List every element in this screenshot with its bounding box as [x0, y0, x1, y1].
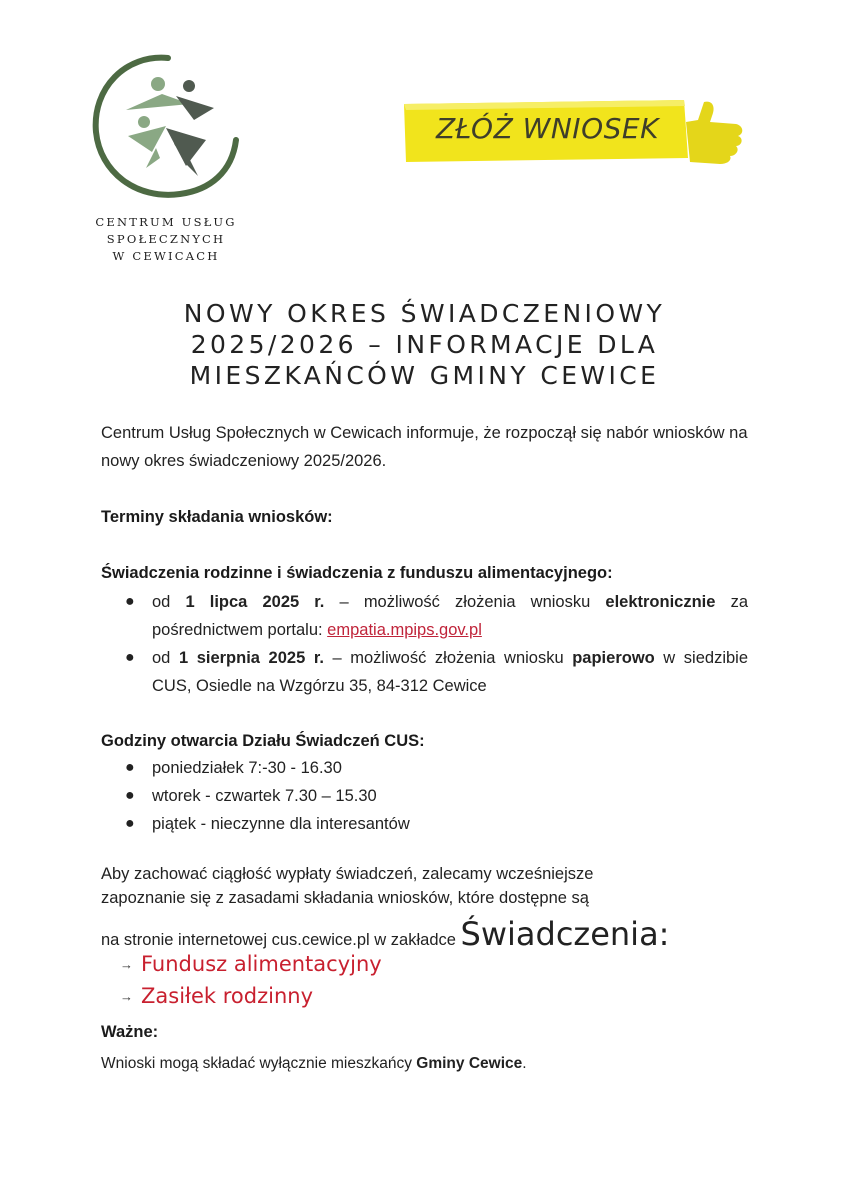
title-line: 2025/2026 – INFORMACJE DLA — [190, 330, 659, 359]
benefits-tab-label: Świadczenia: — [460, 915, 670, 953]
bullet-icon: ● — [125, 593, 135, 610]
important-heading: Ważne: — [101, 1023, 159, 1041]
term-date: 1 lipca 2025 r. — [185, 593, 325, 611]
bullet-icon: ● — [125, 815, 135, 832]
important-note — [101, 1050, 527, 1078]
continuity-paragraph — [101, 862, 593, 910]
bullet-icon: ● — [125, 649, 135, 666]
hours-heading: Godziny otwarcia Działu Świadczeń CUS: — [101, 732, 425, 750]
terms-list — [100, 588, 748, 700]
title-line: NOWY OKRES ŚWIADCZENIOWY — [183, 299, 666, 328]
term-text: – możliwość złożenia wniosku — [323, 649, 573, 667]
intro-paragraph: Centrum Usług Społecznych w Cewicach informuje, że rozpoczął się nabór wniosków na nowy okres świadczeniowy 2025/2026. — [101, 424, 748, 470]
title-line: MIESZKAŃCÓW GMINY CEWICE — [189, 361, 660, 390]
list-item — [100, 588, 748, 644]
list-item — [100, 754, 410, 782]
continuity-line: Aby zachować ciągłość wypłaty świadczeń, zalecamy wcześniejsze — [101, 865, 594, 883]
arrow-right-icon: → — [120, 988, 133, 1004]
term-prefix: od — [152, 649, 179, 667]
list-item — [100, 810, 410, 838]
thumbs-up-icon — [686, 102, 742, 164]
term-text: w siedzibie CUS, Osiedle na Wzgórzu 35, 84-312 Cewice — [152, 649, 749, 695]
website-text: na stronie internetowej cus.cewice.pl w zakładce — [101, 931, 461, 949]
tab-item-label: Fundusz alimentacyjny — [141, 952, 382, 976]
org-name-line: SPOŁECZNYCH — [106, 232, 226, 246]
hours-text: wtorek - czwartek 7.30 – 15.30 — [152, 787, 377, 805]
term-mode: elektronicznie — [605, 593, 716, 611]
portal-link[interactable]: empatia.mpips.gov.pl — [327, 621, 482, 639]
apply-button-label: ZŁÓŻ WNIOSEK — [436, 112, 659, 145]
note-bold: Gminy Cewice — [416, 1055, 523, 1072]
hours-list — [100, 754, 410, 838]
term-mode: papierowo — [572, 649, 655, 667]
organization-logo — [86, 48, 246, 268]
page-title — [60, 298, 789, 391]
benefits-tab-list — [120, 952, 382, 1016]
note-text: . — [522, 1055, 527, 1072]
term-text: – możliwość złożenia wniosku — [324, 593, 606, 611]
benefits-heading: Świadczenia rodzinne i świadczenia z funduszu alimentacyjnego: — [101, 564, 613, 582]
hours-text: poniedziałek 7:-30 - 16.30 — [152, 759, 342, 777]
term-prefix: od — [152, 593, 186, 611]
apply-button[interactable] — [398, 96, 746, 166]
hours-text: piątek - nieczynne dla interesantów — [152, 815, 410, 833]
tab-item-label: Zasiłek rodzinny — [141, 984, 314, 1008]
term-date: 1 sierpnia 2025 r. — [178, 649, 324, 667]
list-item[interactable] — [120, 952, 382, 984]
arrow-right-icon: → — [120, 956, 133, 972]
org-name-line: W CEWICACH — [112, 249, 220, 263]
list-item — [100, 782, 410, 810]
list-item[interactable] — [120, 984, 382, 1016]
term-text: za pośrednictwem portalu: — [152, 593, 748, 639]
bullet-icon: ● — [125, 787, 135, 804]
terms-heading: Terminy składania wniosków: — [101, 508, 333, 526]
continuity-line: zapoznanie się z zasadami składania wniosków, które dostępne są — [101, 889, 589, 907]
bullet-icon: ● — [125, 759, 135, 776]
list-item — [100, 644, 748, 700]
note-text: Wnioski mogą składać wyłącznie mieszkańcy — [101, 1055, 417, 1072]
org-name-line: CENTRUM USŁUG — [95, 215, 237, 229]
people-circle-logo-icon — [86, 48, 246, 208]
